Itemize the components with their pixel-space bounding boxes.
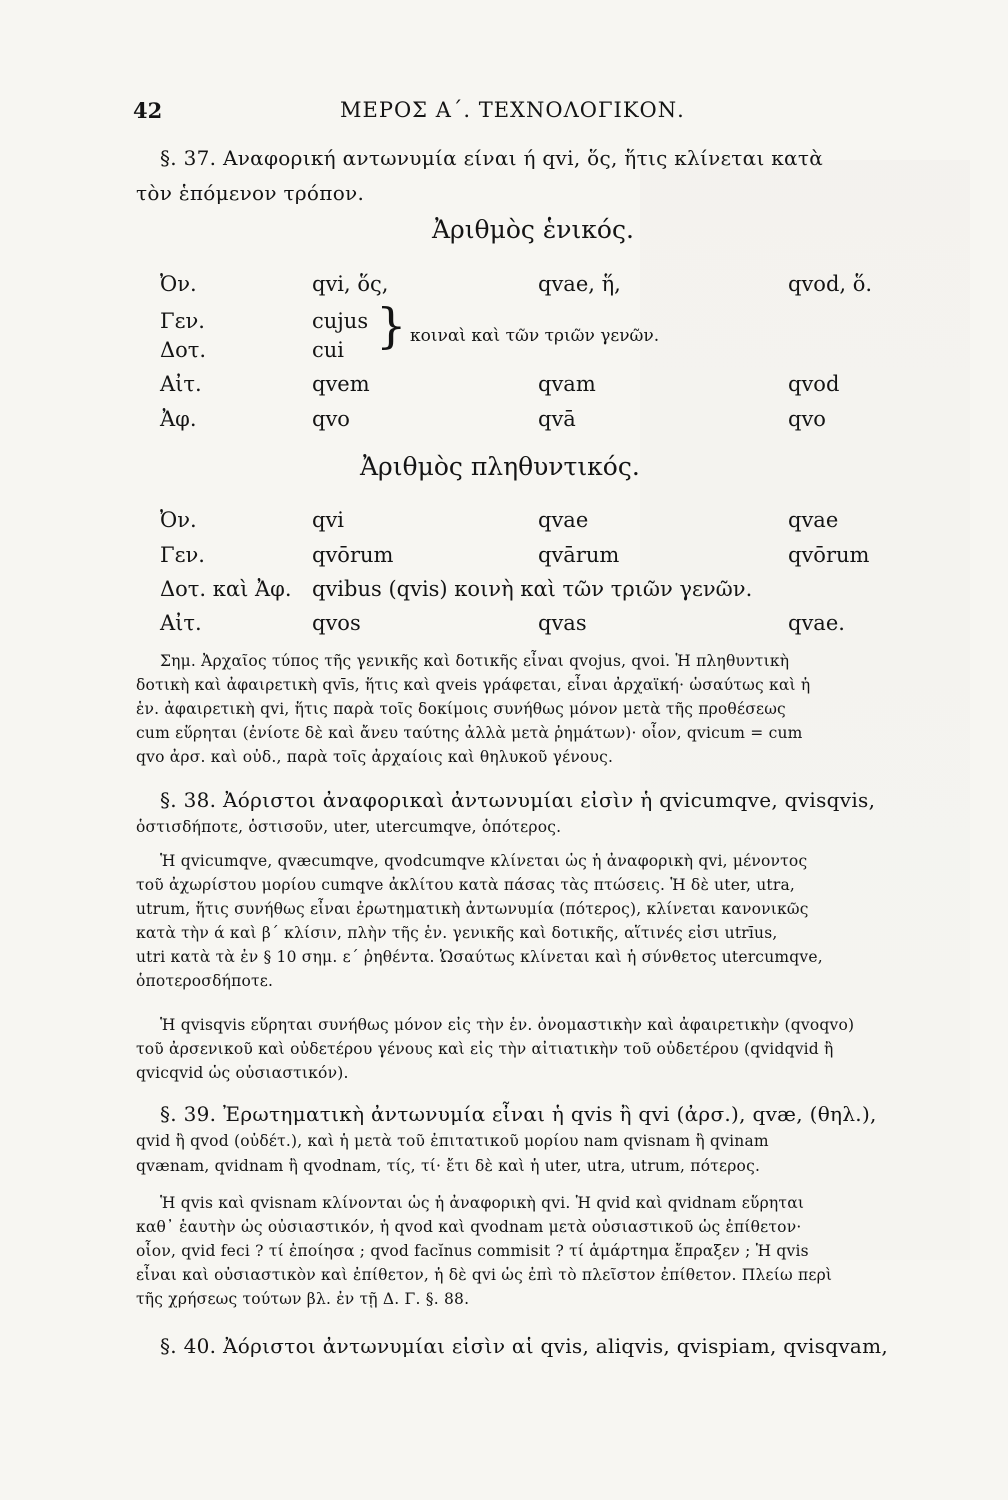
note-line: τοῦ ἀχωρίστου μορίου cumqve ἀκλίτου κατὰ πάσας τὰς πτώσεις. Ἡ δὲ uter, utra,: [136, 876, 796, 894]
s39-line-3: qvænam, qvidnam ἢ qvodnam, τίς, τί· ἔτι δὲ καὶ ἡ uter, utra, utrum, πότερος.: [136, 1157, 761, 1175]
case-label: Γεν.: [160, 543, 205, 567]
note-line: cum εὕρηται (ἐνίοτε δὲ καὶ ἄνευ ταύτης ἀλλὰ μετὰ ῥημάτων)· οἷον, qvicum = cum: [136, 724, 803, 742]
case-label: Ἀφ.: [160, 407, 197, 431]
note-line: utrum, ἥτις συνήθως εἶναι ἐρωτηματικὴ ἀντωνυμία (πότερος), κλίνεται κανονικῶς: [136, 900, 809, 918]
s38-line-2: ὁστισδήποτε, ὁστισοῦν, uter, utercumqve, ὁπότερος.: [136, 818, 562, 836]
note-line: Ἡ qvis καὶ qvisnam κλίνονται ὡς ἡ ἀναφορικὴ qvi. Ἡ qvid καὶ qvidnam εὕρηται: [160, 1194, 805, 1212]
masc-form: qvo: [312, 407, 350, 431]
neut-form: qvae: [788, 508, 839, 532]
common-form: qvibus (qvis) κοινὴ καὶ τῶν τριῶν γενῶν.: [312, 577, 753, 601]
case-label: Ὀν.: [160, 272, 197, 296]
case-label: Γεν.: [160, 309, 205, 333]
note-line: Σημ. Ἀρχαῖος τύπος τῆς γενικῆς καὶ δοτικῆς εἶναι qvojus, qvoi. Ἡ πληθυντικὴ: [160, 652, 790, 670]
fem-form: qvā: [538, 407, 576, 431]
fem-form: qvas: [538, 611, 587, 635]
note-line: ὁποτεροσδήποτε.: [136, 972, 274, 990]
note-line: τῆς χρήσεως τούτων βλ. ἐν τῇ Δ. Γ. §. 88.: [136, 1290, 470, 1308]
neut-form: qvōrum: [788, 543, 870, 567]
masc-form: qvi, ὅς,: [312, 272, 389, 296]
neut-form: qvo: [788, 407, 826, 431]
case-label: Ὀν.: [160, 508, 197, 532]
fem-form: qvae: [538, 508, 589, 532]
note-line: Ἡ qvisqvis εὕρηται συνήθως μόνον εἰς τὴν ἑν. ὀνομαστικὴν καὶ ἀφαιρετικὴν (qvoqvo): [160, 1016, 855, 1034]
singular-heading: Ἀριθμὸς ἑνικός.: [432, 215, 634, 244]
running-title: ΜΕΡΟΣ Α΄. ΤΕΧΝΟΛΟΓΙΚΟΝ.: [340, 98, 685, 122]
s37-line-2: τὸν ἑπόμενον τρόπον.: [136, 181, 365, 205]
common-form: cujus: [312, 309, 369, 333]
note-line: utri κατὰ τὰ ἐν § 10 σημ. ε΄ ῥηθέντα. Ὡσαύτως κλίνεται καὶ ἡ σύνθετος utercumqve,: [136, 948, 823, 966]
case-label: Αἰτ.: [160, 372, 202, 396]
masc-form: qvi: [312, 508, 345, 532]
note-line: qvicqvid ὡς οὐσιαστικόν).: [136, 1064, 349, 1082]
neut-form: qvae.: [788, 611, 845, 635]
note-line: κατὰ τὴν ά καὶ β΄ κλίσιν, πλὴν τῆς ἑν. γενικῆς καὶ δοτικῆς, αἵτινές εἰσι utrīus,: [136, 924, 778, 942]
plural-heading: Ἀριθμὸς πληθυντικός.: [360, 452, 640, 481]
note-line: ἑν. ἀφαιρετικὴ qvi, ἥτις παρὰ τοῖς δοκίμοις συνήθως μόνον μετὰ τῆς προθέσεως: [136, 700, 786, 718]
fem-form: qvam: [538, 372, 596, 396]
note-line: qvo ἀρσ. καὶ οὐδ., παρὰ τοῖς ἀρχαίοις καὶ θηλυκοῦ γένους.: [136, 748, 614, 766]
s39-line-2: qvid ἢ qvod (οὐδέτ.), καὶ ἡ μετὰ τοῦ ἐπιτατικοῦ μορίου nam qvisnam ἢ qvinam: [136, 1132, 769, 1150]
neut-form: qvod, ὅ.: [788, 272, 873, 296]
common-form: cui: [312, 338, 345, 362]
s37-line-1: §. 37. Αναφορική αντωνυμία είναι ή qvi, ὅς, ἥτις κλίνεται κατὰ: [160, 146, 824, 170]
s40-line-1: §. 40. Ἀόριστοι ἀντωνυμίαι εἰσὶν αἱ qvis, aliqvis, qvispiam, qvisqvam,: [160, 1334, 889, 1358]
brace-glyph: }: [376, 298, 407, 354]
fem-form: qvae, ἥ,: [538, 272, 621, 296]
note-line: Ἡ qvicumqve, qvæcumqve, qvodcumqve κλίνεται ὡς ἡ ἀναφορικὴ qvi, μένοντος: [160, 852, 808, 870]
fem-form: qvārum: [538, 543, 620, 567]
note-line: οἷον, qvid feci ? τί ἐποίησα ; qvod facĭnus commisit ? τί ἁμάρτημα ἔπραξεν ; Ἡ qvis: [136, 1242, 809, 1260]
page-number: 42: [133, 98, 163, 123]
s39-line-1: §. 39. Ἐρωτηματικὴ ἀντωνυμία εἶναι ἡ qvis ἢ qvi (ἀρσ.), qvæ, (θηλ.),: [160, 1102, 877, 1126]
s38-line-1: §. 38. Ἀόριστοι ἀναφορικαὶ ἀντωνυμίαι εἰσὶν ἡ qvicumqve, qvisqvis,: [160, 788, 876, 812]
note-line: εἶναι καὶ οὐσιαστικὸν καὶ ἐπίθετον, ἡ δὲ qvi ὡς ἐπὶ τὸ πλεῖστον ἐπίθετον. Πλείω περὶ: [136, 1266, 833, 1284]
masc-form: qvos: [312, 611, 361, 635]
masc-form: qvōrum: [312, 543, 394, 567]
case-label: Δοτ.: [160, 338, 207, 362]
note-line: δοτικὴ καὶ ἀφαιρετικὴ qvīs, ἥτις καὶ qveis γράφεται, εἶναι ἀρχαϊκή· ὡσαύτως καὶ ἡ: [136, 676, 811, 694]
case-label: Αἰτ.: [160, 611, 202, 635]
case-label: Δοτ. καὶ Ἀφ.: [160, 577, 292, 601]
common-gender-note: κοιναὶ καὶ τῶν τριῶν γενῶν.: [410, 326, 660, 346]
note-line: τοῦ ἀρσενικοῦ καὶ οὐδετέρου γένους καὶ εἰς τὴν αἰτιατικὴν τοῦ οὐδετέρου (qvidqvid ἢ: [136, 1040, 834, 1058]
masc-form: qvem: [312, 372, 370, 396]
neut-form: qvod: [788, 372, 840, 396]
note-line: καθ᾽ ἑαυτὴν ὡς οὐσιαστικόν, ἡ qvod καὶ qvodnam μετὰ οὐσιαστικοῦ ὡς ἐπίθετον·: [136, 1218, 802, 1236]
